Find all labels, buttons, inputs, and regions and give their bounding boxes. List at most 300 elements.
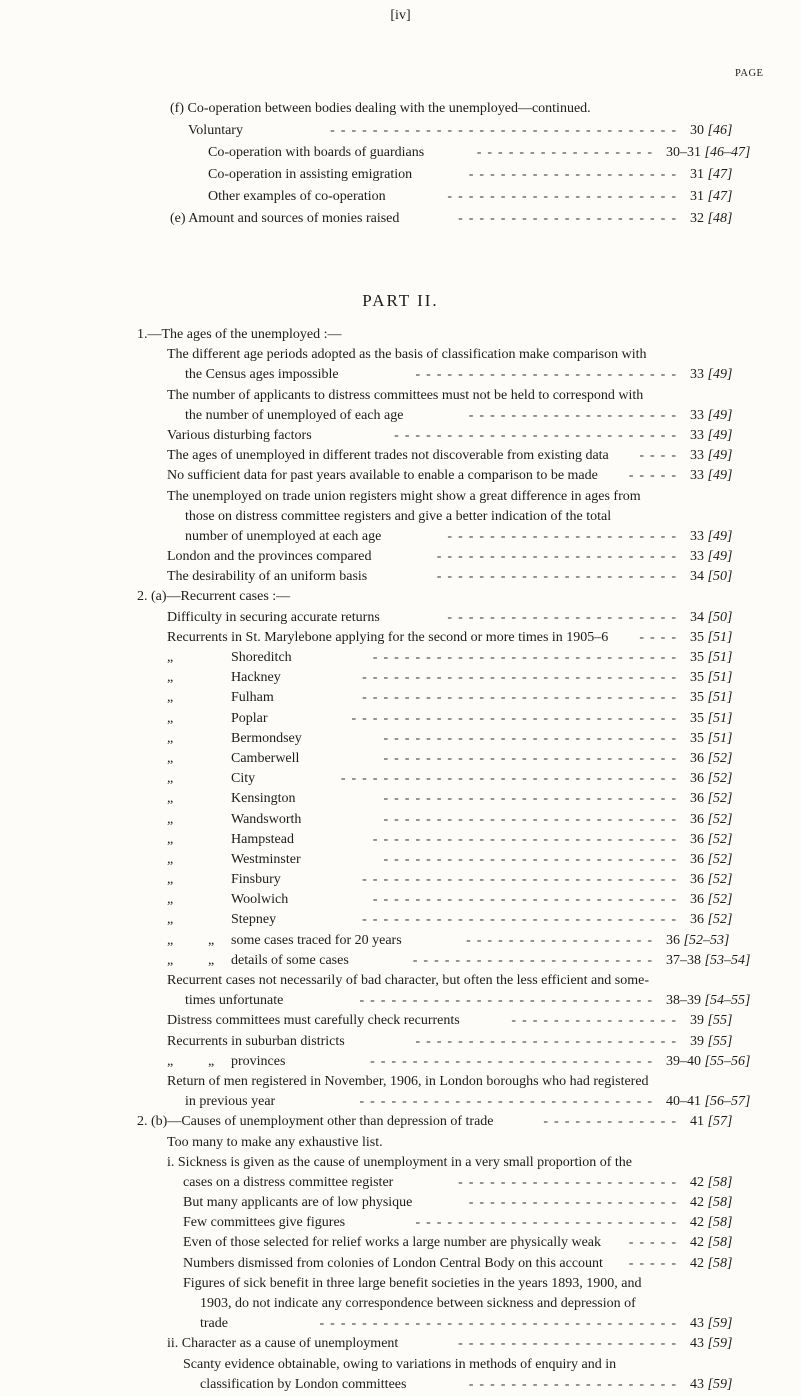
contents-entry bbox=[0, 1174, 801, 1194]
leader-dots: ---------------------------- bbox=[383, 791, 682, 807]
contents-entry bbox=[0, 1073, 801, 1093]
original-page-ref: [58] bbox=[707, 1215, 733, 1231]
entry-text: details of some cases bbox=[231, 952, 349, 968]
entry-page-reference bbox=[690, 609, 732, 627]
entry-text: those on distress committee registers and give a better indication of the total bbox=[185, 508, 612, 524]
entry-text: some cases traced for 20 years bbox=[231, 932, 402, 948]
leader-dots: -------------------------------- bbox=[340, 771, 682, 787]
entry-page-reference bbox=[690, 1255, 732, 1273]
entry-page-reference bbox=[690, 851, 732, 869]
original-page-ref: [49] bbox=[707, 407, 733, 423]
contents-entry bbox=[0, 1356, 801, 1376]
original-page-ref: [52] bbox=[707, 791, 733, 807]
leader-dots: --------------------------------- bbox=[330, 123, 682, 138]
entry-page-reference bbox=[690, 166, 732, 184]
contents-entry bbox=[0, 1093, 801, 1113]
entry-page-reference bbox=[690, 1113, 732, 1131]
ditto-mark: „ bbox=[167, 872, 174, 888]
original-page-ref: [50] bbox=[707, 569, 733, 585]
ditto-mark: „ bbox=[167, 730, 174, 746]
page-number-value: 42 bbox=[690, 1235, 708, 1251]
entry-page-reference bbox=[690, 911, 732, 929]
contents-entry bbox=[0, 1376, 801, 1396]
original-page-ref: [55] bbox=[707, 1013, 733, 1029]
ditto-mark: „ bbox=[208, 1053, 215, 1069]
page-number-value: 36 bbox=[690, 811, 708, 827]
leader-dots: --------------------- bbox=[458, 1174, 682, 1190]
leader-dots: ------------------------- bbox=[415, 1033, 682, 1049]
contents-entry bbox=[0, 1134, 801, 1154]
entry-page-reference bbox=[666, 1053, 750, 1071]
ditto-mark: „ bbox=[167, 750, 174, 766]
entry-page-reference bbox=[690, 188, 732, 206]
contents-entry bbox=[0, 1255, 801, 1275]
original-page-ref: [58] bbox=[707, 1255, 733, 1271]
ditto-mark: „ bbox=[167, 952, 174, 968]
entry-page-reference bbox=[690, 1174, 732, 1192]
entry-text: Wandsworth bbox=[231, 811, 302, 827]
contents-entry bbox=[0, 811, 801, 831]
page-number-value: 35 bbox=[690, 629, 708, 645]
leader-dots: -------------------- bbox=[468, 407, 682, 423]
entry-text: 2. (b)—Causes of unemployment other than depression of trade bbox=[137, 1114, 494, 1130]
page-number-value: 43 bbox=[690, 1376, 708, 1392]
entry-page-reference bbox=[690, 689, 732, 707]
original-page-ref: [46] bbox=[707, 123, 733, 138]
entry-text: Other examples of co-operation bbox=[208, 189, 386, 204]
original-page-ref: [58] bbox=[707, 1235, 733, 1251]
entry-text: No sufficient data for past years available to enable a comparison to be made bbox=[167, 468, 598, 484]
leader-dots: ------------------ bbox=[466, 932, 658, 948]
leader-dots: ---------------------- bbox=[447, 609, 682, 625]
entry-text: The unemployed on trade union registers might show a great difference in ages from bbox=[167, 488, 641, 504]
entry-page-reference bbox=[690, 1033, 732, 1051]
leader-dots: ---------------------- bbox=[447, 528, 682, 544]
contents-entry bbox=[0, 407, 801, 427]
entry-text: Co-operation in assisting emigration bbox=[208, 167, 413, 182]
leader-dots: ----- bbox=[628, 1235, 682, 1251]
page-column-heading: PAGE bbox=[735, 68, 764, 79]
entry-page-reference bbox=[690, 629, 732, 647]
original-page-ref: [52] bbox=[707, 771, 733, 787]
leader-dots: ------------------------------ bbox=[362, 912, 682, 928]
entry-text: the number of unemployed of each age bbox=[185, 407, 404, 423]
leader-dots: ---------------------------- bbox=[359, 993, 658, 1009]
entry-text: Even of those selected for relief works a large number are physically weak bbox=[183, 1235, 602, 1251]
leader-dots: ----------------------------- bbox=[372, 831, 682, 847]
ditto-mark: „ bbox=[167, 650, 174, 665]
contents-entry bbox=[0, 952, 801, 972]
entry-text: (e) Amount and sources of monies raised bbox=[170, 211, 400, 226]
contents-entry bbox=[0, 1335, 801, 1355]
contents-entry bbox=[0, 447, 801, 467]
original-page-ref: [58] bbox=[707, 1174, 733, 1190]
entry-page-reference bbox=[690, 548, 732, 566]
original-page-ref: [59] bbox=[707, 1376, 733, 1392]
page-number-value: 42 bbox=[690, 1174, 708, 1190]
entry-text: times unfortunate bbox=[185, 993, 284, 1009]
entry-page-reference bbox=[666, 144, 750, 162]
entry-text: Camberwell bbox=[231, 750, 300, 766]
entry-text: Recurrents in St. Marylebone applying for the second or more times in 1905–6 bbox=[167, 629, 609, 645]
leader-dots: --------------------- bbox=[458, 1336, 682, 1352]
entry-text: Shoreditch bbox=[231, 650, 292, 665]
ditto-mark: „ bbox=[167, 851, 174, 867]
contents-entry bbox=[0, 166, 801, 188]
contents-entry bbox=[0, 689, 801, 709]
contents-entry bbox=[0, 1234, 801, 1254]
entry-page-reference bbox=[690, 528, 732, 546]
contents-entry bbox=[0, 790, 801, 810]
contents-entry bbox=[0, 387, 801, 407]
contents-entry bbox=[0, 891, 801, 911]
contents-entry bbox=[0, 1214, 801, 1234]
entry-text: Difficulty in securing accurate returns bbox=[167, 609, 380, 625]
page-number-value: 36 bbox=[690, 892, 708, 908]
contents-entry bbox=[0, 1012, 801, 1032]
entry-page-reference bbox=[690, 1012, 732, 1030]
contents-entry bbox=[0, 992, 801, 1012]
page-number-value: 35 bbox=[690, 650, 708, 665]
original-page-ref: [51] bbox=[707, 629, 733, 645]
contents-entry bbox=[0, 210, 801, 232]
contents-section-top bbox=[0, 100, 801, 232]
leader-dots: ------------------------------ bbox=[362, 670, 682, 686]
contents-entry bbox=[0, 467, 801, 487]
contents-entry bbox=[0, 972, 801, 992]
original-page-ref: [52] bbox=[707, 912, 733, 928]
leader-dots: ----- bbox=[628, 468, 682, 484]
original-page-ref: [48] bbox=[707, 211, 733, 226]
contents-entry bbox=[0, 122, 801, 144]
leader-dots: --------------------------- bbox=[370, 1053, 658, 1069]
entry-page-reference bbox=[690, 1234, 732, 1252]
entry-page-reference bbox=[690, 568, 732, 586]
original-page-ref: [59] bbox=[707, 1316, 733, 1332]
contents-entry bbox=[0, 528, 801, 548]
entry-text: classification by London committees bbox=[200, 1376, 407, 1392]
entry-text: provinces bbox=[231, 1053, 286, 1069]
entry-page-reference bbox=[666, 952, 750, 970]
contents-entry bbox=[0, 346, 801, 366]
page-number-value: 39 bbox=[690, 1033, 708, 1049]
contents-entry bbox=[0, 144, 801, 166]
page-number-value: 33 bbox=[690, 468, 708, 484]
contents-entry bbox=[0, 750, 801, 770]
page-number-value: 33 bbox=[690, 528, 708, 544]
page-number-value: 36 bbox=[690, 771, 708, 787]
leader-dots: ---------------------- bbox=[447, 189, 682, 204]
entry-text: The number of applicants to distress committees must not be held to correspond with bbox=[167, 387, 644, 403]
original-page-ref: [51] bbox=[707, 710, 733, 726]
entry-page-reference bbox=[666, 992, 750, 1010]
ditto-mark: „ bbox=[167, 892, 174, 908]
page-number-value: 36 bbox=[690, 831, 708, 847]
original-page-ref: [49] bbox=[707, 549, 733, 565]
page-number-value: 33 bbox=[690, 448, 708, 464]
page-number-value: 30 bbox=[690, 123, 708, 138]
ditto-mark: „ bbox=[167, 912, 174, 928]
entry-page-reference bbox=[690, 467, 732, 485]
contents-entry bbox=[0, 1053, 801, 1073]
ditto-mark: „ bbox=[167, 811, 174, 827]
page-number-value: 30–31 bbox=[666, 145, 705, 160]
contents-entry bbox=[0, 770, 801, 790]
page-number: [iv] bbox=[390, 8, 411, 23]
entry-text: Poplar bbox=[231, 710, 268, 726]
entry-page-reference bbox=[690, 447, 732, 465]
leader-dots: -------------------- bbox=[468, 1195, 682, 1211]
leader-dots: ---------------------------- bbox=[359, 1094, 658, 1110]
contents-entry bbox=[0, 730, 801, 750]
leader-dots: ----------------------------- bbox=[372, 650, 682, 665]
original-page-ref: [54–55] bbox=[704, 993, 751, 1009]
page-number-value: 40–41 bbox=[666, 1094, 705, 1110]
contents-entry bbox=[0, 1113, 801, 1133]
entry-page-reference bbox=[690, 1315, 732, 1333]
entry-text: Finsbury bbox=[231, 872, 281, 888]
original-page-ref: [52] bbox=[707, 750, 733, 766]
entry-text: City bbox=[231, 771, 256, 787]
original-page-ref: [47] bbox=[707, 189, 733, 204]
leader-dots: ----------------------- bbox=[436, 569, 682, 585]
entry-text: cases on a distress committee register bbox=[183, 1174, 394, 1190]
contents-entry bbox=[0, 588, 801, 608]
ditto-mark: „ bbox=[167, 710, 174, 726]
original-page-ref: [55–56] bbox=[704, 1053, 751, 1069]
original-page-ref: [51] bbox=[707, 650, 733, 665]
page-number-value: 31 bbox=[690, 189, 708, 204]
ditto-mark: „ bbox=[167, 690, 174, 706]
entry-text: ii. Character as a cause of unemployment bbox=[167, 1336, 399, 1352]
entry-text: But many applicants are of low physique bbox=[183, 1195, 413, 1211]
page-number-value: 43 bbox=[690, 1336, 708, 1352]
leader-dots: ------------------------- bbox=[415, 1215, 682, 1231]
leader-dots: -------------------- bbox=[468, 1376, 682, 1392]
page-number-value: 36 bbox=[690, 872, 708, 888]
entry-page-reference bbox=[690, 790, 732, 808]
entry-text: trade bbox=[200, 1316, 228, 1332]
entry-text: Kensington bbox=[231, 791, 296, 807]
original-page-ref: [57] bbox=[707, 1114, 733, 1130]
entry-page-reference bbox=[690, 122, 732, 140]
original-page-ref: [51] bbox=[707, 670, 733, 686]
entry-text: in previous year bbox=[185, 1094, 276, 1110]
entry-text: London and the provinces compared bbox=[167, 549, 372, 565]
original-page-ref: [56–57] bbox=[704, 1094, 751, 1110]
original-page-ref: [49] bbox=[707, 468, 733, 484]
contents-entry bbox=[0, 911, 801, 931]
page-number-value: 39–40 bbox=[666, 1053, 705, 1069]
original-page-ref: [52–53] bbox=[683, 932, 730, 948]
leader-dots: ---- bbox=[639, 448, 682, 464]
entry-page-reference bbox=[666, 1093, 750, 1111]
entry-page-reference bbox=[690, 891, 732, 909]
entry-text: Bermondsey bbox=[231, 730, 302, 746]
leader-dots: ----- bbox=[628, 1255, 682, 1271]
entry-text: Various disturbing factors bbox=[167, 427, 312, 443]
entry-page-reference bbox=[690, 1214, 732, 1232]
original-page-ref: [49] bbox=[707, 367, 733, 383]
contents-entry bbox=[0, 568, 801, 588]
original-page-ref: [59] bbox=[707, 1336, 733, 1352]
contents-entry bbox=[0, 710, 801, 730]
entry-text: Recurrents in suburban districts bbox=[167, 1033, 345, 1049]
leader-dots: --------------------------- bbox=[394, 427, 682, 443]
entry-page-reference bbox=[690, 730, 732, 748]
leader-dots: ------------------------- bbox=[415, 367, 682, 383]
entry-text: Co-operation with boards of guardians bbox=[208, 145, 425, 160]
entry-text: Scanty evidence obtainable, owing to variations in methods of enquiry and in bbox=[183, 1356, 617, 1372]
page-number-value: 32 bbox=[690, 211, 708, 226]
page-number-value: 37–38 bbox=[666, 952, 705, 968]
contents-entry bbox=[0, 669, 801, 689]
ditto-mark: „ bbox=[167, 831, 174, 847]
ditto-mark: „ bbox=[167, 771, 174, 787]
entry-page-reference bbox=[690, 1335, 732, 1353]
leader-dots: ---- bbox=[639, 629, 682, 645]
contents-entry bbox=[0, 427, 801, 447]
entry-text: the Census ages impossible bbox=[185, 367, 339, 383]
contents-entry bbox=[0, 508, 801, 528]
original-page-ref: [52] bbox=[707, 872, 733, 888]
leader-dots: ----------------- bbox=[476, 145, 658, 160]
contents-entry bbox=[0, 548, 801, 568]
entry-page-reference bbox=[690, 1376, 732, 1394]
page-number-value: 42 bbox=[690, 1195, 708, 1211]
original-page-ref: [52] bbox=[707, 831, 733, 847]
entry-text: Fulham bbox=[231, 690, 274, 706]
page-number-value: 38–39 bbox=[666, 993, 705, 1009]
entry-text: 1903, do not indicate any correspondence between sickness and depression of bbox=[200, 1296, 636, 1311]
entry-page-reference bbox=[690, 811, 732, 829]
page-number-value: 33 bbox=[690, 549, 708, 565]
entry-page-reference bbox=[690, 750, 732, 768]
entry-page-reference bbox=[690, 407, 732, 425]
leader-dots: ---------------- bbox=[511, 1013, 682, 1029]
original-page-ref: [52] bbox=[707, 851, 733, 867]
contents-entry bbox=[0, 871, 801, 891]
page-number-value: 41 bbox=[690, 1114, 708, 1130]
ditto-mark: „ bbox=[167, 791, 174, 807]
contents-entry bbox=[0, 488, 801, 508]
entry-text: Few committees give figures bbox=[183, 1215, 346, 1231]
entry-text: Figures of sick benefit in three large benefit societies in the years 1893, 1900, and bbox=[183, 1275, 642, 1291]
entry-text: Woolwich bbox=[231, 892, 289, 908]
entry-page-reference bbox=[690, 770, 732, 788]
contents-entry bbox=[0, 851, 801, 871]
page-number-value: 36 bbox=[666, 932, 684, 948]
entry-page-reference bbox=[690, 871, 732, 889]
leader-dots: ------------------------------ bbox=[362, 872, 682, 888]
original-page-ref: [47] bbox=[707, 167, 733, 182]
leader-dots: ----------------------- bbox=[412, 952, 658, 968]
page-number-value: 39 bbox=[690, 1013, 708, 1029]
entry-text: 1.—The ages of the unemployed :— bbox=[137, 327, 342, 342]
original-page-ref: [49] bbox=[707, 528, 733, 544]
contents-entry bbox=[0, 629, 801, 649]
entry-text: The ages of unemployed in different trades not discoverable from existing data bbox=[167, 448, 609, 464]
page-number-value: 34 bbox=[690, 609, 708, 625]
entry-page-reference bbox=[690, 1194, 732, 1212]
contents-entry bbox=[0, 1275, 801, 1295]
leader-dots: ----------------------------- bbox=[372, 892, 682, 908]
entry-text: The desirability of an uniform basis bbox=[167, 569, 368, 585]
entry-text: Stepney bbox=[231, 912, 277, 928]
entry-text: i. Sickness is given as the cause of unemployment in a very small proportion of the bbox=[167, 1154, 633, 1170]
entry-text: The different age periods adopted as the basis of classification make comparison with bbox=[167, 347, 647, 363]
leader-dots: ------------- bbox=[543, 1114, 682, 1130]
contents-entry bbox=[0, 609, 801, 629]
contents-entry bbox=[0, 188, 801, 210]
entry-page-reference bbox=[690, 710, 732, 728]
leader-dots: ---------------------------- bbox=[383, 811, 682, 827]
leader-dots: ---------------------------------- bbox=[319, 1316, 682, 1332]
page-number-value: 33 bbox=[690, 367, 708, 383]
page-number-value: 36 bbox=[690, 750, 708, 766]
original-page-ref: [49] bbox=[707, 427, 733, 443]
original-page-ref: [51] bbox=[707, 730, 733, 746]
contents-entry bbox=[0, 831, 801, 851]
ditto-mark: „ bbox=[208, 952, 215, 968]
leader-dots: ---------------------------- bbox=[383, 730, 682, 746]
leader-dots: ------------------------------- bbox=[351, 710, 682, 726]
page-number-value: 36 bbox=[690, 851, 708, 867]
entry-text: Too many to make any exhaustive list. bbox=[167, 1134, 383, 1150]
entry-page-reference bbox=[690, 669, 732, 687]
original-page-ref: [50] bbox=[707, 609, 733, 625]
page-number-value: 35 bbox=[690, 690, 708, 706]
page-number-value: 33 bbox=[690, 427, 708, 443]
contents-entry bbox=[0, 100, 801, 122]
part-title: PART II. bbox=[362, 291, 439, 310]
leader-dots: ----------------------- bbox=[436, 549, 682, 565]
entry-text: Westminster bbox=[231, 851, 301, 867]
entry-page-reference bbox=[690, 366, 732, 384]
original-page-ref: [51] bbox=[707, 690, 733, 706]
original-page-ref: [49] bbox=[707, 448, 733, 464]
entry-text: Return of men registered in November, 1906, in London boroughs who had registered bbox=[167, 1073, 649, 1089]
page-number-value: 35 bbox=[690, 670, 708, 686]
page-number-value: 36 bbox=[690, 791, 708, 807]
page-number-value: 31 bbox=[690, 167, 708, 182]
entry-text: 2. (a)—Recurrent cases :— bbox=[137, 589, 291, 605]
leader-dots: --------------------- bbox=[458, 211, 682, 226]
page-number-value: 34 bbox=[690, 569, 708, 585]
ditto-mark: „ bbox=[208, 932, 215, 948]
original-page-ref: [58] bbox=[707, 1195, 733, 1211]
contents-entry bbox=[0, 649, 801, 669]
entry-page-reference bbox=[690, 210, 732, 228]
entry-text: Hackney bbox=[231, 670, 281, 686]
leader-dots: -------------------- bbox=[468, 167, 682, 182]
page-number-value: 33 bbox=[690, 407, 708, 423]
entry-text: number of unemployed at each age bbox=[185, 528, 382, 544]
contents-entry bbox=[0, 326, 801, 346]
entry-text: (f) Co-operation between bodies dealing with the unemployed—continued. bbox=[170, 101, 591, 116]
leader-dots: ---------------------------- bbox=[383, 851, 682, 867]
leader-dots: ---------------------------- bbox=[383, 750, 682, 766]
entry-page-reference bbox=[690, 831, 732, 849]
original-page-ref: [46–47] bbox=[704, 145, 751, 160]
original-page-ref: [52] bbox=[707, 811, 733, 827]
entry-page-reference bbox=[690, 427, 732, 445]
entry-page-reference bbox=[666, 932, 729, 950]
contents-entry bbox=[0, 1194, 801, 1214]
leader-dots: ------------------------------ bbox=[362, 690, 682, 706]
entry-text: Voluntary bbox=[188, 123, 243, 138]
entry-text: Recurrent cases not necessarily of bad character, but often the less efficient and some- bbox=[167, 973, 649, 988]
